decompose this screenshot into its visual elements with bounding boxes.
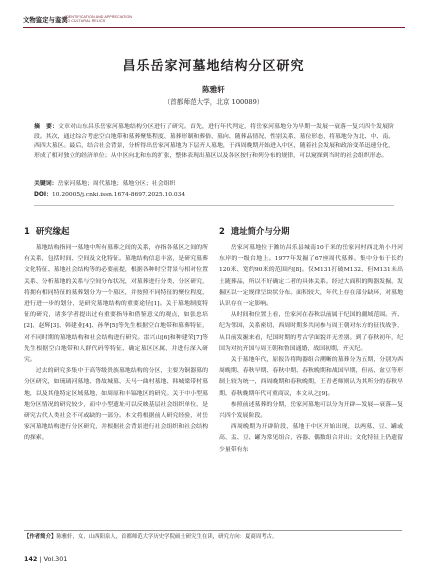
- paragraph: 过去的研究多集中于高等级贵族墓地结构的分区，主要为铜器墓的分区研究，如琉璃河墓地、鲁故城墓、天马一曲村墓地、韩城梁带村墓地，以及其他特定区域墓地，如周原和丰镐地区的研究。关于中小型墓地分区情况的研究较少，而中小型遗址可以反映基层社会组织单位，是研究古代人类社会不可或缺的一部分。本文将根据前人研究经验，对岳家河墓地结构进行分区研究，并根据社会背景进行社会组织和社会结构的探索。: [24, 368, 208, 442]
- author-affiliation: （首都师范大学，北京 100089）: [163, 98, 264, 106]
- footnote-text: 陈雅轩，女，山西阳泉人，首都师范大学历史学院硕士研究生在读，研究方向：夏商周考古。: [56, 534, 278, 540]
- doi: [34, 191, 394, 201]
- author-footnote: [24, 533, 404, 541]
- section-2-number: 2: [219, 226, 225, 236]
- paragraph: 墓地结构指同一墓地中所有墓葬之间的关系，亦指各墓区之间的所有关系，包括时间、空间及文化特征。墓地结构信息丰富，是研究墓葬文化特征、墓地社会结构等的必要前提，根据各种时空背景与相对位置关系、分析墓地的关系与空间分布状况，对墓葬进行分类、分区研究，将拥有相同特征的墓葬划分为一个墓区，并按照不同特征的聚位程度，进行进一步的划分，是研究墓地结构的重要途径[1]。关于墓地制度特征的研究，诸多学者提出过有重要指导和借鉴意义的观点，如张忠培[2]、赵辉[3]、韩建业[4]、孙华[5]等先生根据空白地带和墓葬特征，对不同时期的墓地结构和社会结构进行研究。雷兴山[6]和种建荣[7]等先生根据空白地带和人群代码等特征，确定墓区区属，并进行深入研究。: [24, 245, 208, 364]
- footer-sep: |: [39, 555, 44, 563]
- section-1-title: 研究缘起: [35, 226, 70, 236]
- paragraph: 关于墓地年代，原报告将陶器组合溯晰的墓葬分为五期，分别为西周晚期、春秋早期、春秋中期、春秋晚期和战国早期，但鬲、盆豆等形制上较为统一，西周晚期和春秋晚期，王青老师则认为其所分的春秋早期、春秋晚期年代可重商议，本文从之[9]。: [219, 357, 403, 397]
- paper-title: 昌乐岳家河墓地结构分区研究: [122, 59, 305, 74]
- page-footer: [24, 555, 67, 563]
- page-number: 142: [24, 555, 38, 563]
- header-rule: [23, 27, 405, 28]
- section-2-heading: [219, 225, 403, 237]
- paragraph: 岳家河墓地位于潍坊昌乐县城南10千米的岳家河村西北角小丹河东岸的一级台地上。1977年发掘了67座周代墓葬。集中分布于长约120米、宽约90米的范围内[8]。仅M131打破M132、但M131未出土随葬品，所以不好确定二者的具体关系。经过大面积的陶器发掘，发掘区以一定规律呈块状分布。面积较大，年代上存在部分缺环，对墓地认识存在一定影响。: [219, 245, 403, 308]
- author-name: 陈雅轩: [202, 85, 225, 94]
- footnote-label: 【作者简介】: [24, 534, 57, 540]
- abstract-label: 摘 要：: [34, 124, 59, 130]
- keywords: [34, 180, 394, 190]
- column-left: [24, 225, 208, 445]
- journal-name-en-line1: IDENTIFICATION AND APPRECIATION: [65, 15, 133, 19]
- paragraph: 参照前述墓葬的分期，岳家河墓地可以分为开辟—发展—衰落—复兴四个发展阶段。: [219, 401, 403, 420]
- doi-value: 10.20005/j.cnki.issn.1674-8697.2025.10.034: [51, 192, 186, 198]
- section-2-title: 遗址简介与分期: [230, 226, 290, 236]
- journal-name-en-line2: TO CULTURAL RELICS: [65, 19, 106, 24]
- abstract-text: 文章对山东昌乐岳家河墓地结构分区进行了研究。首先，进行年代判定，将岳家河墓地分为早期一发展一衰落一复兴四个发展阶段。其次，通过综合考虑空白地带和墓葬聚集程度、墓葬形制和葬俗、墓向、随葬品情况、性别关系、墓位形态，将墓地分为北、中、南、西四大墓区。最后，结合社会背景，分析得出岳家河墓地为下层齐人墓地，于西周晚期开始进入中区，随着社会发展和政治变革迅速分化，形成了相对独立的经济单位；从中区向北和东的扩张，整体表现出墓区以及各区按行和列分布的规律，可以窥探到当时的社会组织形态。: [34, 124, 395, 159]
- volume-number: Vol.301: [43, 555, 68, 563]
- keywords-text: 岳家河墓地；周代墓地；墓地分区；社会组织: [57, 181, 176, 187]
- paragraph: 从时间和位置上看，岳家河在春秋以前属于纪国的疆域范围。齐、纪为邻国，关系密切，西周时期多共同参与周王朝对东方的征伐战争，从目前发掘来看，纪国时期的考古学面貌并无差别。到了春秋初年，纪国为对抗齐国与周王朝和鲁国通婚，战国初期，齐灭纪。: [219, 312, 403, 352]
- section-1-number: 1: [24, 226, 30, 236]
- doi-label: DOI：: [34, 192, 52, 198]
- abstract-separator: [34, 205, 394, 206]
- keywords-label: 关键词：: [34, 181, 58, 187]
- paragraph: 西周晚期为开辟阶段，墓地于中区开始出现，以两墓、豆、罐或高、盂、豆、罐为常见组合，容器、偶数组合并出；文化特征上仍遗留少量带有东: [219, 424, 403, 453]
- journal-name-cn: 文物鉴定与鉴赏: [23, 16, 68, 24]
- section-1-heading: [24, 225, 208, 237]
- journal-header: [23, 14, 405, 28]
- column-right: [219, 225, 403, 456]
- footnote-rule: [24, 530, 402, 531]
- abstract: [34, 123, 394, 161]
- journal-name-en: [65, 15, 132, 24]
